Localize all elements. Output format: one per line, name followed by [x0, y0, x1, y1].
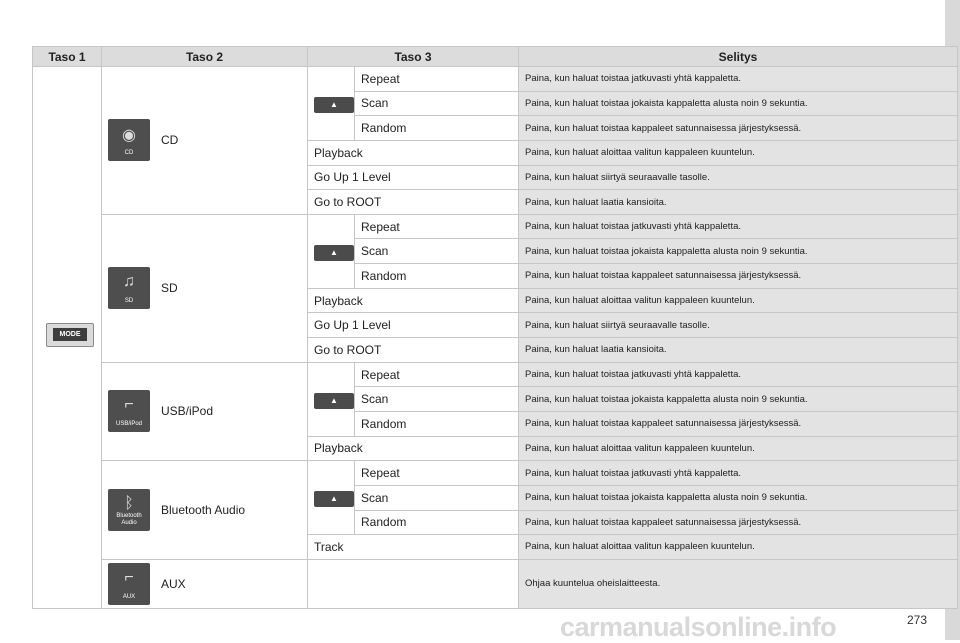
up-arrow-icon[interactable]: ▲: [314, 245, 354, 261]
table-row: [33, 214, 958, 239]
explanation: Paina, kun haluat aloittaa valitun kappaleen kuuntelun.: [519, 535, 958, 560]
arrow-cell: [308, 461, 355, 535]
source-label: CD: [161, 133, 179, 148]
explanation: Ohjaa kuuntelua oheislaitteesta.: [519, 559, 958, 608]
table-row: [33, 67, 958, 92]
menu-item: Repeat: [355, 214, 519, 239]
page-number: 273: [907, 613, 928, 627]
menu-item: Go to ROOT: [308, 338, 519, 363]
explanation: Paina, kun haluat toistaa jokaista kappaletta alusta noin 9 sekuntia.: [519, 485, 958, 510]
up-arrow-icon[interactable]: ▲: [314, 491, 354, 507]
source-label: AUX: [161, 576, 186, 591]
menu-item: Scan: [355, 387, 519, 412]
cd-icon: ◉ CD: [108, 119, 150, 161]
explanation: Paina, kun haluat siirtyä seuraavalle tasolle.: [519, 165, 958, 190]
explanation: Paina, kun haluat aloittaa valitun kappaleen kuuntelun.: [519, 288, 958, 313]
explanation: Paina, kun haluat toistaa kappaleet satunnaisessa järjestyksessä.: [519, 411, 958, 436]
menu-item: Scan: [355, 91, 519, 116]
sd-card-icon: ♫ SD: [108, 267, 150, 309]
mode-button-label: MODE: [53, 328, 87, 341]
menu-item: Repeat: [355, 461, 519, 486]
table-header-row: [33, 47, 958, 67]
menu-structure-table: [32, 46, 958, 609]
menu-item: Repeat: [355, 362, 519, 387]
explanation: Paina, kun haluat laatia kansioita.: [519, 190, 958, 215]
menu-item: Scan: [355, 485, 519, 510]
menu-item: Playback: [308, 140, 519, 165]
menu-item: Repeat: [355, 67, 519, 92]
explanation: Paina, kun haluat toistaa kappaleet satunnaisessa järjestyksessä.: [519, 510, 958, 535]
arrow-cell: [308, 214, 355, 288]
menu-item: Playback: [308, 436, 519, 461]
menu-item: Random: [355, 411, 519, 436]
menu-item: Random: [355, 264, 519, 289]
menu-item: [308, 559, 519, 608]
explanation: Paina, kun haluat toistaa jokaista kappaletta alusta noin 9 sekuntia.: [519, 387, 958, 412]
source-aux: [102, 559, 308, 608]
menu-item: Scan: [355, 239, 519, 264]
arrow-cell: [308, 67, 355, 141]
menu-item: Go to ROOT: [308, 190, 519, 215]
bluetooth-icon: ᛒ Bluetooth Audio: [108, 489, 150, 531]
level-1-cell: [33, 67, 102, 609]
usb-icon: ⌐ USB/iPod: [108, 390, 150, 432]
menu-item: Playback: [308, 288, 519, 313]
explanation: Paina, kun haluat aloittaa valitun kappaleen kuuntelun.: [519, 140, 958, 165]
menu-item: Track: [308, 535, 519, 560]
menu-item: Random: [355, 116, 519, 141]
header-explanation: Selitys: [519, 47, 958, 67]
header-level-1: Taso 1: [33, 47, 102, 67]
explanation: Paina, kun haluat siirtyä seuraavalle tasolle.: [519, 313, 958, 338]
watermark: carmanualsonline.info: [560, 612, 837, 642]
explanation: Paina, kun haluat toistaa jokaista kappaletta alusta noin 9 sekuntia.: [519, 239, 958, 264]
up-arrow-icon[interactable]: ▲: [314, 97, 354, 113]
source-sd: [102, 214, 308, 362]
table-row: [33, 559, 958, 608]
explanation: Paina, kun haluat toistaa jatkuvasti yhtä kappaletta.: [519, 67, 958, 92]
header-level-2: Taso 2: [102, 47, 308, 67]
explanation: Paina, kun haluat laatia kansioita.: [519, 338, 958, 363]
menu-item: Random: [355, 510, 519, 535]
source-usb-ipod: [102, 362, 308, 461]
table-row: [33, 461, 958, 486]
arrow-cell: [308, 362, 355, 436]
explanation: Paina, kun haluat toistaa kappaleet satunnaisessa järjestyksessä.: [519, 116, 958, 141]
menu-item: Go Up 1 Level: [308, 313, 519, 338]
source-label: SD: [161, 281, 178, 296]
table-row: [33, 362, 958, 387]
source-cd: [102, 67, 308, 215]
explanation: Paina, kun haluat toistaa jatkuvasti yhtä kappaletta.: [519, 461, 958, 486]
explanation: Paina, kun haluat toistaa jatkuvasti yhtä kappaletta.: [519, 362, 958, 387]
explanation: Paina, kun haluat toistaa jatkuvasti yhtä kappaletta.: [519, 214, 958, 239]
explanation: Paina, kun haluat toistaa kappaleet satunnaisessa järjestyksessä.: [519, 264, 958, 289]
source-bluetooth-audio: [102, 461, 308, 560]
mode-button-icon[interactable]: [46, 323, 94, 347]
up-arrow-icon[interactable]: ▲: [314, 393, 354, 409]
aux-icon: ⌐ AUX: [108, 563, 150, 605]
explanation: Paina, kun haluat aloittaa valitun kappaleen kuuntelun.: [519, 436, 958, 461]
menu-item: Go Up 1 Level: [308, 165, 519, 190]
explanation: Paina, kun haluat toistaa jokaista kappaletta alusta noin 9 sekuntia.: [519, 91, 958, 116]
source-label: USB/iPod: [161, 404, 214, 419]
source-label: Bluetooth Audio: [161, 503, 246, 518]
header-level-3: Taso 3: [308, 47, 519, 67]
